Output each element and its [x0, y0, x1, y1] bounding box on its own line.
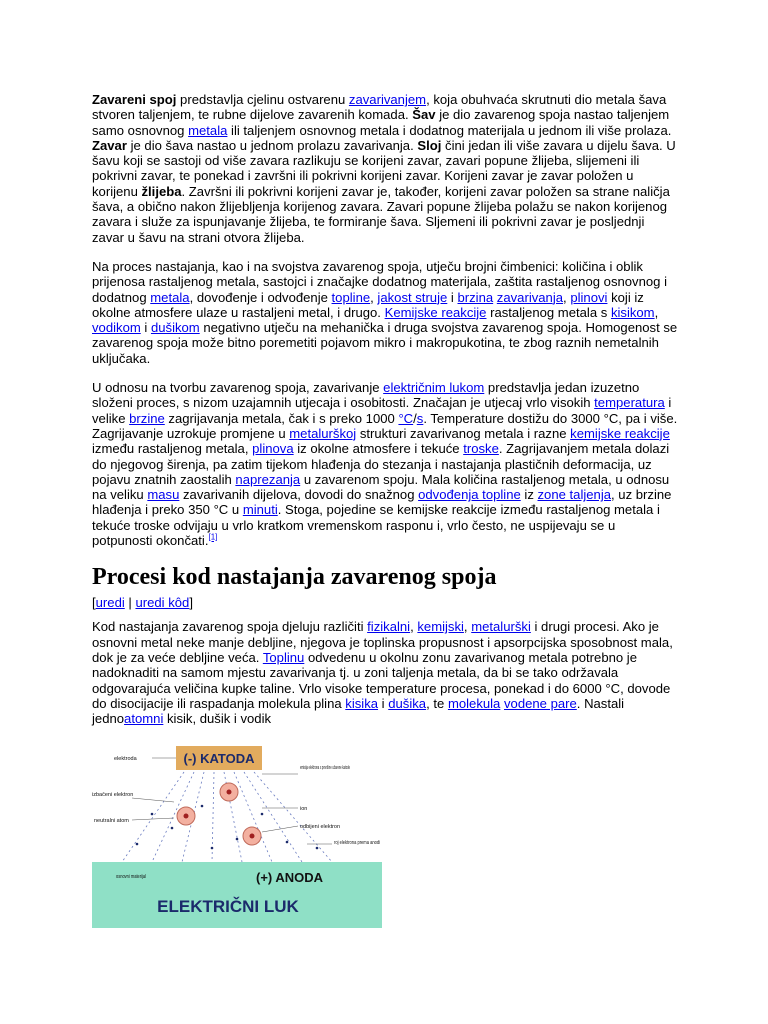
label-elektroda: elektroda: [114, 756, 137, 763]
text: predstavlja cjelinu ostvarenu: [176, 92, 349, 107]
link-fizikalni[interactable]: fizikalni: [367, 619, 411, 635]
text: , dovođenje i odvođenje: [189, 289, 332, 305]
text: . Zagrijavanjem metala dolazi do njegovog širenja, pa zatim tijekom hlađenja do stezanja i nastajanja plastičnih deformacija, uz pojavu znatnih zaostalih: [92, 441, 670, 487]
link-vodene-pare[interactable]: vodene pare: [503, 695, 577, 711]
text: Kod nastajanja zavarenog spoja djeluju različiti: [92, 619, 368, 635]
edit-source-link[interactable]: uredi kôd: [135, 595, 190, 611]
text: . Završni ili pokrivni korijeni zavar je, također, korijeni zavar položen sa strane naličja šava, a obično nakon žlijebljenja korijenog zavara. Zavari popune žlijeba polažu se nakon korijenog zavara i služe za ispunjavanje žlijeba, te formiranje šava. Sljemeni ili pokrivni zavar je posljednji zavar u šavu na strani otvora žlijeba.: [92, 183, 670, 245]
link-naprezanja[interactable]: naprezanja: [235, 471, 301, 487]
link-masu[interactable]: masu: [147, 487, 180, 503]
link-kemijske-reakcije[interactable]: kemijske reakcije: [570, 425, 670, 441]
label-ion: ion: [300, 806, 308, 813]
text: ,: [370, 289, 378, 305]
link-topline[interactable]: topline: [331, 289, 371, 305]
text: ,: [654, 304, 659, 320]
paragraph-factors: [92, 259, 678, 366]
link-toplinu[interactable]: Toplinu: [262, 649, 305, 665]
link-dusikom[interactable]: dušikom: [150, 320, 200, 336]
text: ,: [563, 289, 571, 305]
link-metala[interactable]: metala: [150, 289, 190, 305]
link-metalurski[interactable]: metalurški: [471, 619, 531, 635]
link-kemijski[interactable]: kemijski: [417, 619, 464, 635]
text: . Temperature dostižu do 3000 °C, pa i više. Zagrijavanje uzrokuje promjene u: [92, 410, 678, 441]
label-izbaceni: izbačeni elektron: [92, 792, 134, 799]
section-heading: Procesi kod nastajanja zavarenog spoja: [92, 564, 497, 591]
text: i drugi procesi. Ako je osnovni metal neke manje debljine, njegova je toplinska propusnost i apsorpcijska sposobnost mala, dok je za veće debljine veća.: [92, 619, 673, 665]
figure-title: ELEKTRIČNI LUK: [157, 897, 299, 917]
link-kisika[interactable]: kisika: [345, 695, 379, 711]
link-elektricnim-lukom[interactable]: električnim lukom: [383, 380, 485, 396]
text: negativno utječu na mehanička i druga svojstva zavarenog spoja. Homogenost se zavarenog spoja može bitno poremetiti pojavom mikro i makropukotina, te zbog raznih nemetalnih uključaka.: [92, 320, 678, 366]
text: odvedenu u okolnu zonu zavarivanog metala potrebno je nadoknaditi na samom mjestu zavarivanja tj. u zoni taljenja metala, da bi se tako održavala odgovarajuća veličina kupke taline. Vrlo visoke temperature procesa, ponekad i do 6000 °C, dovode do disocijacije ili raspadanja molekula plina: [92, 649, 671, 711]
label-roj: roj elektrona prema anodi: [334, 840, 380, 847]
text: i velike: [92, 395, 672, 426]
text: čini jedan ili više zavara u dijelu šava. U šavu koji se sastoji od više zavara razlikuju se korijeni zavar, zavari popune žlijeba, slijemeni ili pokrivni zavar, te ponekad i završni ili pokrivni korijeni zavar. Korijeni zavar je zavar položen u korijenu: [92, 137, 676, 199]
label-osnovni: osnovni materijal: [116, 874, 146, 881]
text: između rastaljenog metala,: [92, 441, 253, 457]
link-odvodenja-topline[interactable]: odvođenja topline: [418, 487, 521, 503]
electric-arc-diagram: [92, 744, 382, 928]
text: U odnosu na tvorbu zavarenog spoja, zavarivanje: [92, 380, 384, 396]
text: ili taljenjem osnovnog metala i dodatnog materijala u jednom ili više prolaza.: [227, 122, 672, 138]
reference-link[interactable]: [1]: [208, 532, 218, 542]
text: predstavlja jedan izuzetno složeni proces, s nizom uzajamnih utjecaja i osobitosti. Značajan je utjecaj vrlo visokih: [92, 380, 640, 411]
text: i: [140, 320, 151, 336]
text: , te: [426, 695, 448, 711]
link-plinovi[interactable]: plinovi: [570, 289, 608, 305]
link-plinova[interactable]: plinova: [252, 441, 294, 457]
link-minuti[interactable]: minuti: [242, 502, 278, 518]
text: i: [447, 289, 458, 305]
text: koji iz okolne atmosfere ulaze u rastaljeni metal, i drugo.: [92, 289, 644, 320]
text: je dio zavarenog spoja nastao taljenjem samo osnovnog: [92, 107, 670, 138]
text: , koja obuhvaća skrutnuti dio metala šava stvoren taljenjem, te rubne dijelove zavarenih komada.: [92, 92, 667, 123]
link-kisikom[interactable]: kisikom: [610, 304, 655, 320]
link-molekula[interactable]: molekula: [447, 695, 501, 711]
link-metalurskoj[interactable]: metalurškoj: [289, 425, 357, 441]
link-atomni[interactable]: atomni: [124, 711, 164, 727]
label-odbijeni: odbijeni elektron: [300, 824, 341, 831]
link-zavarivanjem[interactable]: zavarivanjem: [348, 92, 427, 107]
bold-term: Zavareni spoj: [92, 92, 177, 107]
separator: |: [124, 595, 136, 611]
text: /: [413, 410, 417, 426]
edit-link[interactable]: uredi: [95, 595, 125, 611]
link-brzine[interactable]: brzine: [129, 410, 165, 426]
electric-arc-figure: [92, 744, 382, 928]
text: u zavarenom spoju. Mala količina rastaljenog metala, u odnosu na veliku: [92, 471, 670, 503]
link-temperatura[interactable]: temperatura: [594, 395, 665, 411]
anode-label: (+) ANODA: [256, 870, 324, 886]
link-vodikom[interactable]: vodikom: [92, 320, 141, 336]
paragraph-arc-welding: [92, 380, 678, 548]
text: strukturi zavarivanog metala i razne: [356, 425, 571, 441]
link-celsius[interactable]: °C: [398, 410, 414, 426]
link-zone-taljenja[interactable]: zone taljenja: [537, 487, 612, 503]
bold-term: Sloj: [417, 137, 442, 153]
text: ,: [410, 619, 418, 635]
bold-term: žlijeba: [141, 183, 182, 199]
text: iz okolne atmosfere i tekuće: [293, 441, 464, 457]
text: kisik, dušik i vodik: [163, 711, 272, 727]
link-jakost-struje[interactable]: jakost struje: [377, 289, 448, 305]
link-kemijske-reakcije[interactable]: Kemijske reakcije: [384, 304, 487, 320]
text: Na proces nastajanja, kao i na svojstva zavarenog spoja, utječu brojni čimbenici: količina i oblik prijenosa rastaljenog metala, sastojci i značajke dodatnog materijala, zaštita rastaljenog osnovnog i dodatnog: [92, 258, 667, 305]
link-dusika[interactable]: dušika: [388, 695, 427, 711]
text: ,: [463, 619, 472, 635]
text: . Nastali jedno: [92, 695, 625, 727]
bold-term: Zavar: [92, 137, 127, 153]
paragraph-intro: [92, 92, 678, 245]
text: i: [378, 695, 389, 711]
label-emisija: emisija elektrona s površine užarene katode: [300, 765, 350, 772]
article-body: [92, 92, 678, 928]
cathode-label: (-) KATODA: [183, 751, 255, 767]
text: rastaljenog metala s: [486, 304, 611, 320]
text: iz: [520, 487, 538, 503]
bold-term: Šav: [412, 107, 436, 123]
text: zagrijavanja metala, čak i s preko 1000: [164, 410, 399, 426]
link-brzina[interactable]: brzina: [457, 289, 494, 305]
edit-links: [92, 594, 678, 611]
text: . Stoga, pojedine se kemijske reakcije između rastaljenog metala i tekuće troske odvijaju u vrlo kratkom vremenskom rasponu i, vrlo često, ne uspijevaju se u potpunosti okončati.: [92, 502, 660, 549]
link-metala[interactable]: metala: [188, 122, 228, 138]
link-troske[interactable]: troske: [463, 441, 499, 457]
anode-block: [92, 862, 382, 928]
link-zavarivanja[interactable]: zavarivanja: [496, 289, 564, 305]
text: zavarivanih dijelova, dovodi do snažnog: [179, 487, 419, 503]
bracket: [: [92, 595, 96, 611]
link-sekunda[interactable]: s: [416, 410, 424, 426]
text: je dio šava nastao u jednom prolazu zavarivanja.: [126, 137, 418, 153]
text: , uz brzine hlađenja i preko 350 °C u: [92, 487, 672, 518]
bracket: ]: [189, 595, 193, 611]
label-neutralni: neutralni atom: [94, 818, 129, 825]
paragraph-processes: [92, 619, 678, 726]
